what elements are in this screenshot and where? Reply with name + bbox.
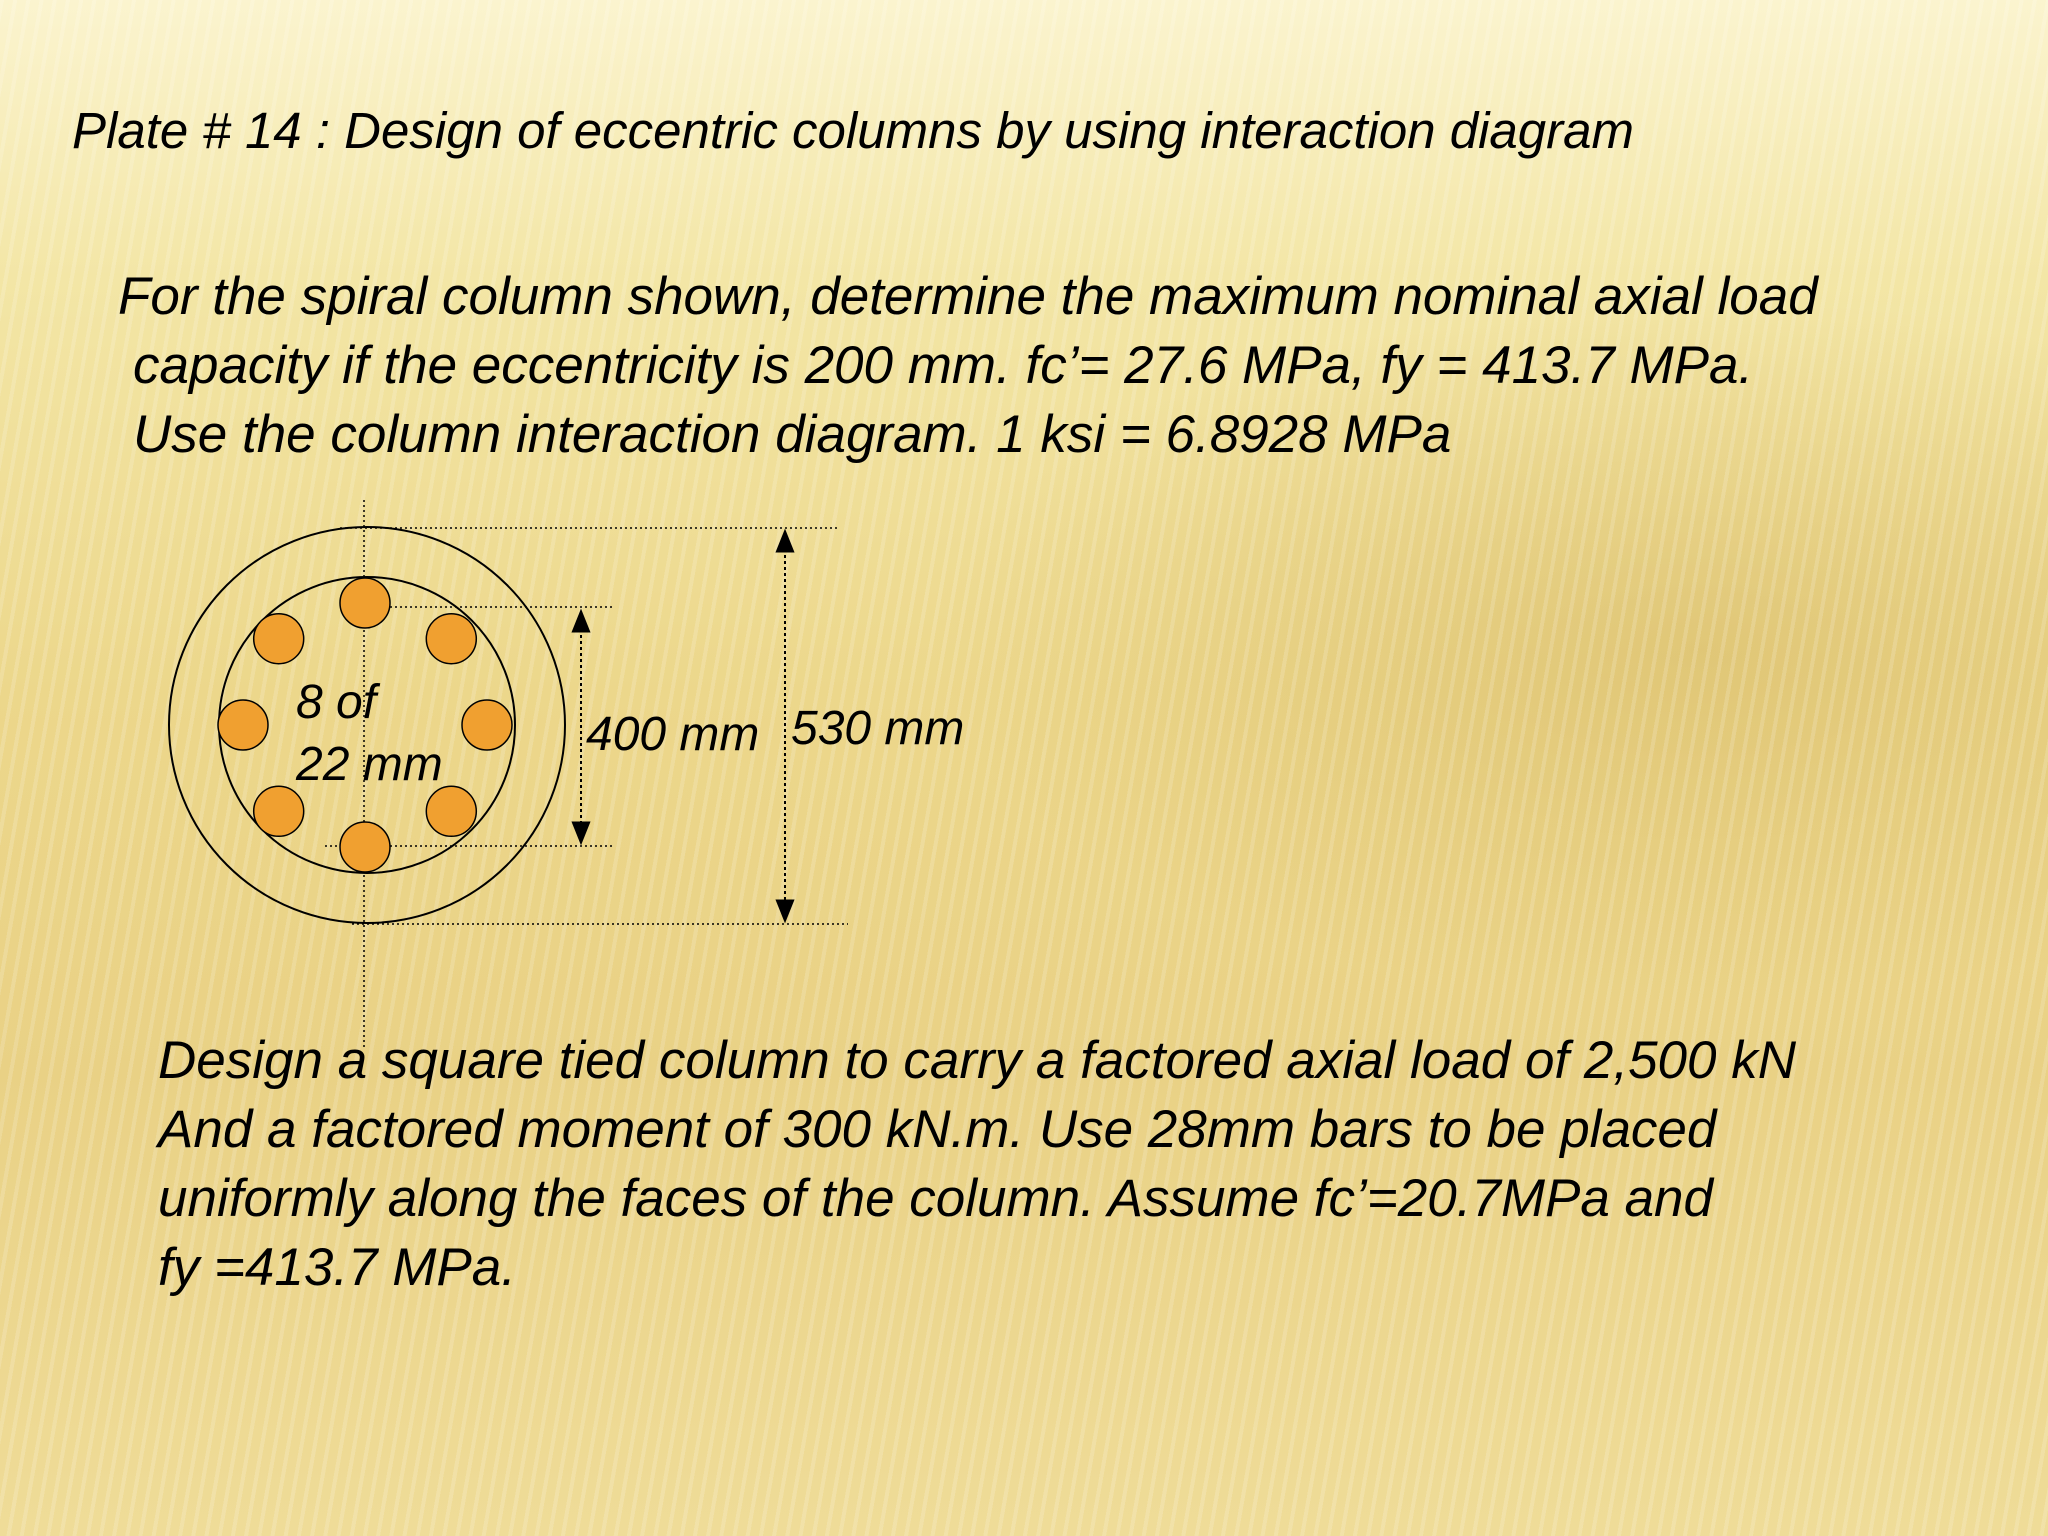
bars-label-line-2: 22 mm	[296, 738, 443, 791]
problem1-line-3: Use the column interaction diagram. 1 ksi = 6.8928 MPa	[133, 405, 1452, 464]
rebar-circle	[254, 786, 304, 836]
rebar-circle	[340, 578, 390, 628]
problem2-line-2: And a factored moment of 300 kN.m. Use 28mm bars to be placed	[158, 1100, 1717, 1159]
problem1-line-1: For the spiral column shown, determine the maximum nominal axial load	[118, 267, 1818, 326]
problem1-line-2: capacity if the eccentricity is 200 mm. fc’= 27.6 MPa, fy = 413.7 MPa.	[133, 336, 1754, 395]
rebar-circle	[218, 700, 268, 750]
outer-dimension-label: 530 mm	[791, 702, 965, 755]
inner-dimension-label: 400 mm	[586, 708, 760, 761]
rebar-circle	[426, 614, 476, 664]
rebar-circle	[426, 786, 476, 836]
problem2-line-3: uniformly along the faces of the column. Assume fc’=20.7MPa and	[158, 1169, 1714, 1228]
problem2-line-4: fy =413.7 MPa.	[158, 1238, 516, 1297]
rebar-circle	[340, 822, 390, 872]
problem2-line-1: Design a square tied column to carry a factored axial load of 2,500 kN	[158, 1031, 1797, 1090]
slide-title: Plate # 14 : Design of eccentric columns by using interaction diagram	[72, 102, 1634, 159]
rebar-circle	[462, 700, 512, 750]
rebar-circle	[254, 614, 304, 664]
bars-label-line-1: 8 of	[296, 676, 377, 729]
